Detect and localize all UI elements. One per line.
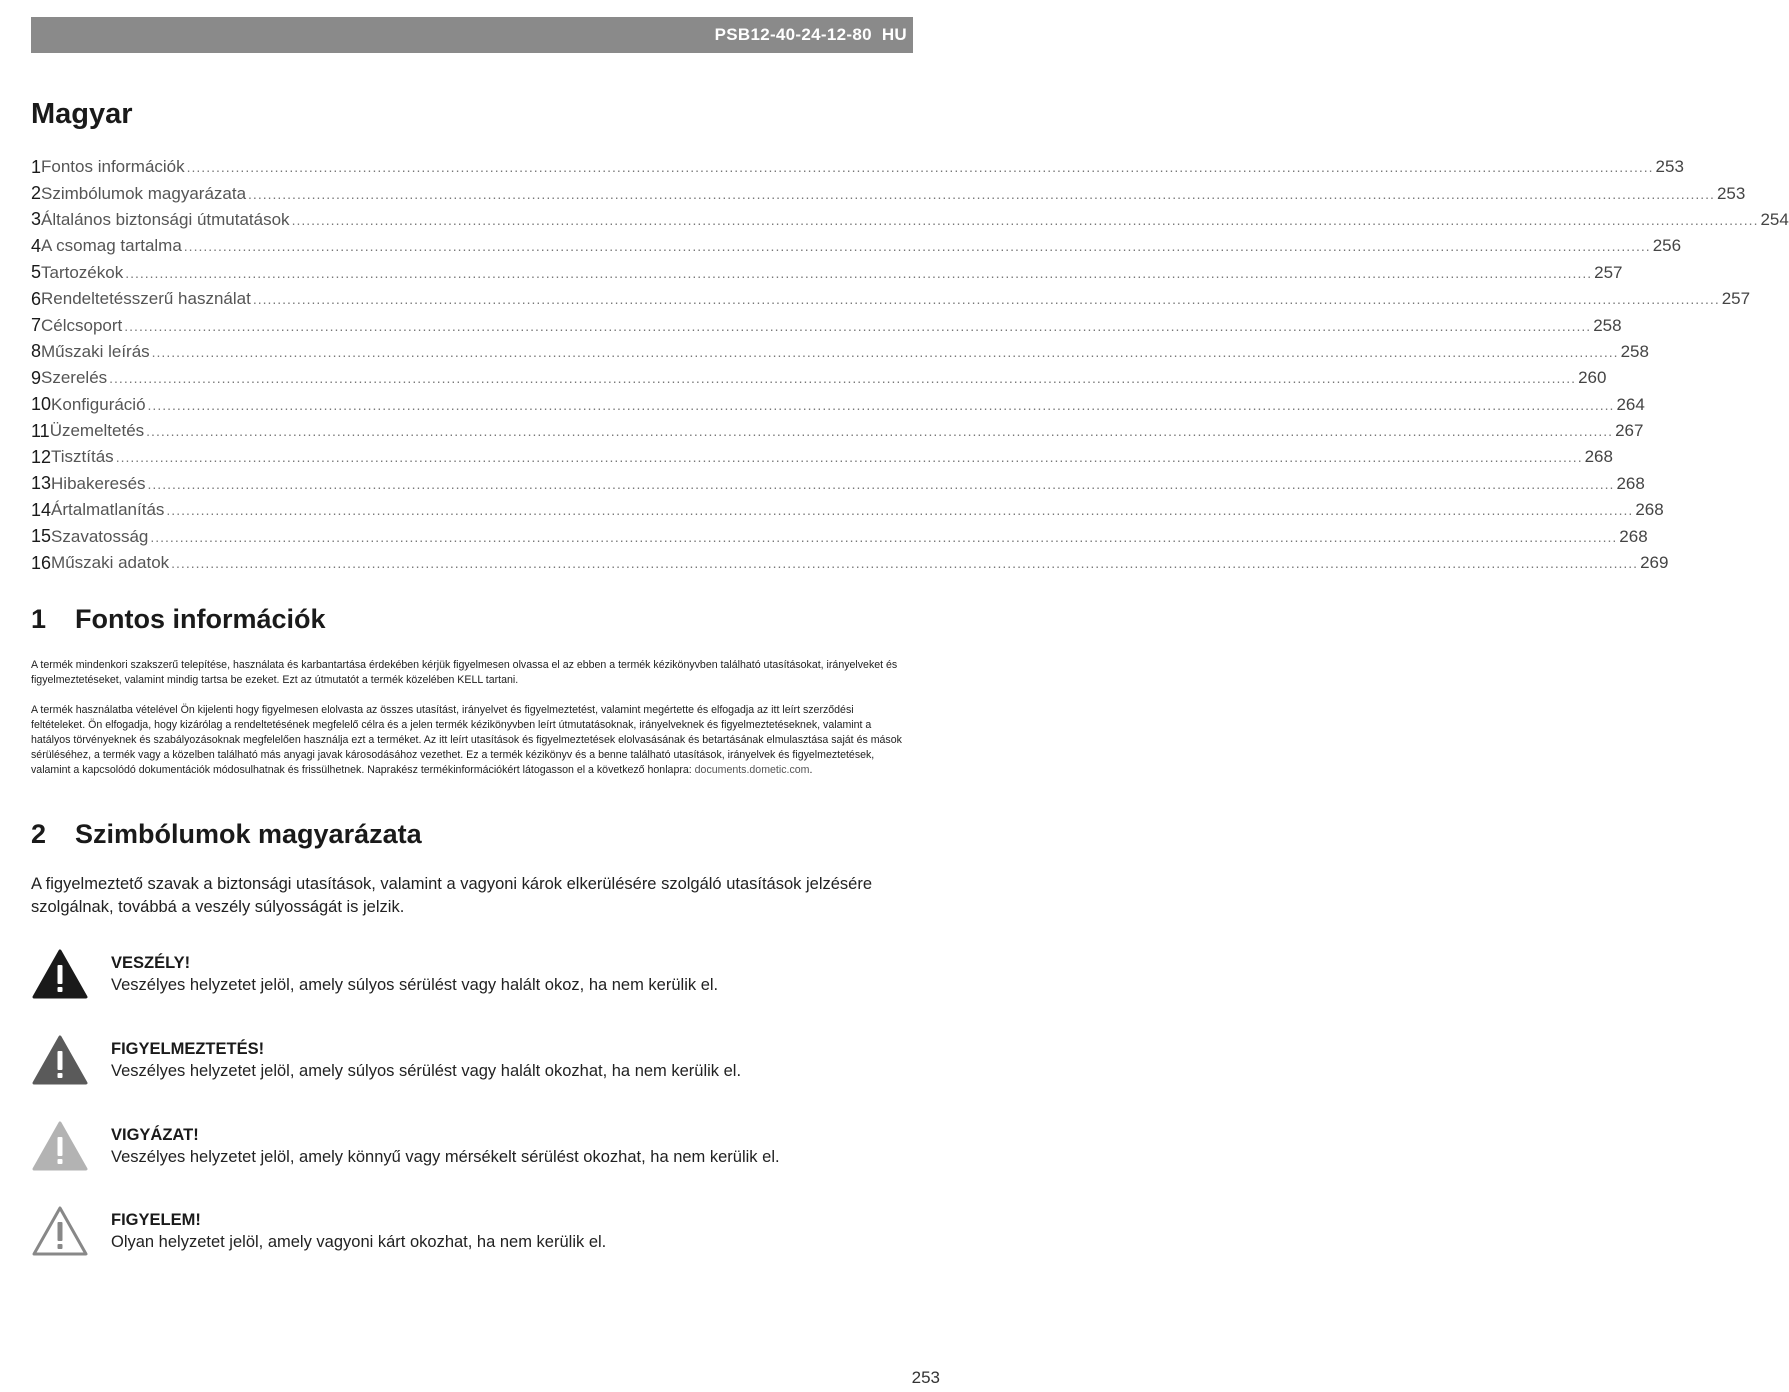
toc-entry[interactable] <box>31 286 1751 312</box>
symbol-description: Veszélyes helyzetet jelöl, amely súlyos sérülést vagy halált okoz, ha nem kerülik el. <box>111 976 719 994</box>
warning-icon <box>31 1034 89 1086</box>
section-1-title: Fontos információk <box>75 604 326 634</box>
toc-dot-leader: ............................................................................................................................................................................................................................................................................................................ <box>125 264 1593 281</box>
toc-dot-leader: ............................................................................................................................................................................................................................................................................................................ <box>252 291 1720 308</box>
toc-dot-leader: ............................................................................................................................................................................................................................................................................................................ <box>115 449 1583 466</box>
toc-entry[interactable] <box>31 154 1684 180</box>
toc-dot-leader: ............................................................................................................................................................................................................................................................................................................ <box>186 159 1654 176</box>
symbol-label: VESZÉLY! <box>111 954 191 972</box>
section-2-title: Szimbólumok magyarázata <box>75 819 422 849</box>
toc-dot-leader: ............................................................................................................................................................................................................................................................................................................ <box>171 555 1639 572</box>
symbol-row <box>31 948 911 1004</box>
section-1-heading <box>31 604 326 635</box>
symbol-description: Olyan helyzetet jelöl, amely vagyoni kárt okozhat, ha nem kerülik el. <box>111 1233 607 1251</box>
toc-dot-leader: ............................................................................................................................................................................................................................................................................................................ <box>166 502 1634 519</box>
toc-entry-title: Célcsoport <box>41 315 123 335</box>
toc-entry[interactable] <box>31 180 1746 206</box>
toc-entry-number: 2 <box>31 183 42 204</box>
symbol-row <box>31 1034 911 1090</box>
caution-icon <box>31 1120 89 1172</box>
toc-dot-leader: ............................................................................................................................................................................................................................................................................................................ <box>248 185 1715 202</box>
toc-entry-number: 13 <box>31 473 52 494</box>
notice-icon <box>31 1205 89 1257</box>
toc-entry-page: 268 <box>1584 447 1613 467</box>
table-of-contents <box>31 154 1789 576</box>
symbol-row <box>31 1205 911 1261</box>
toc-entry[interactable] <box>31 312 1622 338</box>
toc-entry-number: 8 <box>31 341 42 362</box>
toc-entry[interactable] <box>31 365 1607 391</box>
toc-entry-page: 254 <box>1760 209 1789 229</box>
toc-entry-number: 11 <box>31 420 50 441</box>
toc-entry-number: 6 <box>31 288 42 309</box>
toc-entry-page: 257 <box>1594 262 1623 282</box>
toc-dot-leader: ............................................................................................................................................................................................................................................................................................................ <box>146 423 1614 440</box>
section-1-number: 1 <box>31 604 47 634</box>
toc-dot-leader: ............................................................................................................................................................................................................................................................................................................ <box>109 370 1577 387</box>
toc-dot-leader: ............................................................................................................................................................................................................................................................................................................ <box>147 396 1615 413</box>
section-2-heading <box>31 819 422 850</box>
toc-entry-number: 5 <box>31 262 42 283</box>
toc-entry[interactable] <box>31 418 1644 444</box>
symbol-text <box>111 1209 606 1253</box>
symbol-label: FIGYELMEZTETÉS! <box>111 1040 265 1058</box>
section-2-intro: A figyelmeztető szavak a biztonsági utasítások, valamint a vagyoni károk elkerülésére szolgáló utasítások jelzésére szolgálnak, továbbá a veszély súlyosságát is jelzik. <box>31 875 873 916</box>
toc-entry-page: 258 <box>1593 315 1622 335</box>
toc-entry-number: 7 <box>31 315 42 336</box>
toc-entry[interactable] <box>31 444 1613 470</box>
toc-entry-title: A csomag tartalma <box>41 236 182 256</box>
toc-entry-number: 3 <box>31 209 42 230</box>
toc-entry-title: Konfiguráció <box>51 394 146 414</box>
symbol-text <box>111 1124 780 1168</box>
toc-entry[interactable] <box>31 233 1682 259</box>
toc-entry-number: 10 <box>31 394 52 415</box>
toc-entry-title: Műszaki adatok <box>51 553 170 573</box>
symbol-description: Veszélyes helyzetet jelöl, amely súlyos sérülést vagy halált okozhat, ha nem kerülik el. <box>111 1062 742 1080</box>
toc-entry-page: 268 <box>1616 473 1645 493</box>
documents-link[interactable]: documents.dometic.com <box>694 764 810 776</box>
symbol-text <box>111 1038 741 1082</box>
header-model: PSB12-40-24-12-80 <box>714 25 872 44</box>
page-title: Magyar <box>31 98 133 130</box>
toc-entry-title: Tartozékok <box>41 262 124 282</box>
toc-entry-page: 257 <box>1721 289 1751 309</box>
toc-entry-title: Hibakeresés <box>51 473 146 493</box>
toc-entry-title: Általános biztonsági útmutatások <box>41 209 290 229</box>
symbol-text <box>111 952 718 996</box>
toc-dot-leader: ............................................................................................................................................................................................................................................................................................................ <box>183 238 1651 255</box>
toc-entry-number: 4 <box>31 235 42 256</box>
toc-entry-number: 12 <box>31 446 52 467</box>
header-bar <box>31 17 913 53</box>
page-number: 253 <box>911 1368 940 1387</box>
toc-entry[interactable] <box>31 207 1789 233</box>
toc-entry-title: Ártalmatlanítás <box>51 500 165 520</box>
toc-entry[interactable] <box>31 497 1664 523</box>
toc-entry-title: Üzemeltetés <box>49 421 145 441</box>
toc-entry-title: Fontos információk <box>41 157 185 177</box>
toc-entry[interactable] <box>31 550 1669 576</box>
toc-entry-page: 260 <box>1578 368 1607 388</box>
toc-entry-number: 9 <box>31 367 42 388</box>
toc-entry-page: 256 <box>1652 236 1682 256</box>
toc-entry-page: 267 <box>1615 421 1644 441</box>
toc-dot-leader: ............................................................................................................................................................................................................................................................................................................ <box>291 211 1759 228</box>
toc-entry-title: Tisztítás <box>51 447 114 467</box>
toc-dot-leader: ............................................................................................................................................................................................................................................................................................................ <box>147 475 1615 492</box>
toc-entry-title: Műszaki leírás <box>41 341 150 361</box>
symbol-row <box>31 1120 911 1176</box>
section-1-paragraph-2 <box>31 703 906 778</box>
toc-entry-number: 1 <box>31 156 42 177</box>
toc-dot-leader: ............................................................................................................................................................................................................................................................................................................ <box>124 317 1592 334</box>
toc-entry-page: 268 <box>1635 500 1664 520</box>
section-1-paragraph-2-text: A termék használatba vételével Ön kijelenti hogy figyelmesen elolvasta az összes utasítást, irányelvet és figyelmeztetést, valamint megértette és elfogadja az itt leírt szerződési feltételeket. Ön elfogadja, hogy kizárólag a rendeltetésének megfelelő célra és a jelen termék kézikönyvben leírt útmutatásoknak, irányelveknek és figyelmeztetéseknek, valamint a hatályos törvényeknek és szabályozásoknak megfelelően használja ezt a terméket. Az itt leírt utasítások és figyelmeztetések elolvasásának és betartásának elmulasztása saját és mások sérüléséhez, a termék vagy a közelben található más anyagi javak károsodásához vezethet. Ez a termék kézikönyv és a benne található utasítások, irányelvek és figyelmeztetések, valamint a kapcsolódó dokumentációk módosulhatnak és frissülhetnek. Naprakész termékinformációkért látogasson el a következő honlapra: <box>31 704 902 776</box>
toc-entry-page: 264 <box>1616 394 1645 414</box>
toc-entry[interactable] <box>31 471 1645 497</box>
toc-entry[interactable] <box>31 392 1645 418</box>
symbol-label: FIGYELEM! <box>111 1211 201 1229</box>
section-1-paragraph-2-end: . <box>809 764 813 776</box>
toc-entry-title: Szavatosság <box>51 526 149 546</box>
toc-entry-page: 269 <box>1640 553 1669 573</box>
toc-entry-title: Szerelés <box>41 368 108 388</box>
toc-entry-title: Szimbólumok magyarázata <box>41 183 247 203</box>
section-2-number: 2 <box>31 819 47 849</box>
toc-entry[interactable] <box>31 523 1648 549</box>
section-1-paragraph-1: A termék mindenkori szakszerű telepítése, használata és karbantartása érdekében kérjük figyelmesen olvassa el az ebben a termék kézikönyvben található utasításokat, irányelveket és figyelmeztetéseket, valamint mindig tartsa be ezeket. Ezt az útmutatót a termék közelében KELL tartani. <box>31 659 898 686</box>
toc-dot-leader: ............................................................................................................................................................................................................................................................................................................ <box>150 528 1618 545</box>
toc-dot-leader: ............................................................................................................................................................................................................................................................................................................ <box>151 343 1619 360</box>
toc-entry-page: 268 <box>1619 526 1648 546</box>
header-language: HU <box>881 25 907 44</box>
toc-entry-page: 258 <box>1620 341 1649 361</box>
symbol-label: VIGYÁZAT! <box>111 1126 199 1144</box>
toc-entry-number: 15 <box>31 526 52 547</box>
toc-entry-number: 14 <box>31 499 52 520</box>
toc-entry[interactable] <box>31 260 1623 286</box>
toc-entry[interactable] <box>31 339 1649 365</box>
danger-warning-icon <box>31 948 89 1000</box>
toc-entry-page: 253 <box>1655 157 1684 177</box>
toc-entry-number: 16 <box>31 552 52 573</box>
toc-entry-title: Rendeltetésszerű használat <box>41 289 251 309</box>
toc-entry-page: 253 <box>1716 183 1746 203</box>
symbol-description: Veszélyes helyzetet jelöl, amely könnyű vagy mérsékelt sérülést okozhat, ha nem kerülik el. <box>111 1148 780 1166</box>
